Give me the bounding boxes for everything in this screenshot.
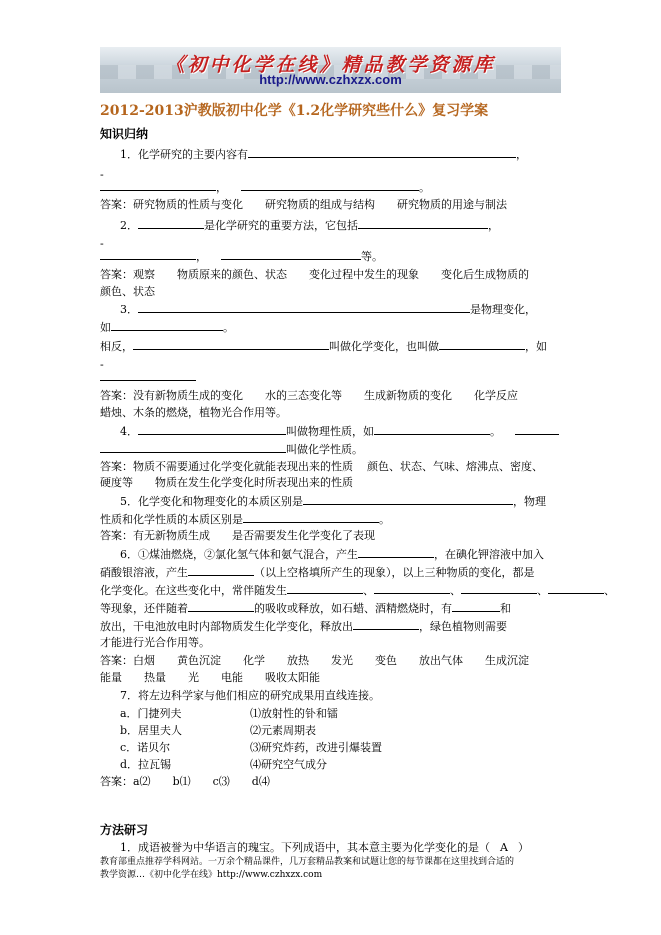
blank	[303, 494, 513, 505]
answer-item: 白烟	[133, 654, 155, 667]
q6-line6: 才能进行光合作用等。	[100, 636, 210, 649]
answer-label: 答案：	[100, 389, 133, 402]
q7-achievement[interactable]: ⑶研究炸药，改进引爆装置	[250, 741, 382, 754]
answer-item: 物质原来的颜色、状态	[177, 268, 287, 281]
answer-item: 物质不需要通过化学变化就能表现出来的性质	[133, 460, 353, 473]
answer-item: 硬度等	[100, 476, 133, 489]
q7-achievement[interactable]: ⑷研究空气成分	[250, 758, 327, 771]
blank	[100, 370, 196, 381]
q5-text: 5．化学变化和物理变化的本质区别是	[120, 495, 303, 508]
q2-text: 是化学研究的重要方法，它包括	[204, 219, 358, 232]
q3-text: ，如	[525, 340, 547, 353]
m1-text: 1．成语被誉为中华语言的瑰宝。下列成语中，其本意主要为化学变化的是（	[120, 841, 490, 854]
answer-label: 答案：	[100, 654, 133, 667]
q5-answer	[100, 529, 375, 543]
answer-item: 发光	[331, 654, 353, 667]
blank	[100, 442, 286, 453]
q7-scientist[interactable]: b．居里夫人	[120, 724, 183, 737]
q5-line2	[100, 512, 390, 527]
answer-item: 能量	[100, 671, 122, 684]
blank	[100, 249, 196, 260]
q7-row	[120, 724, 316, 738]
answer-item: 生成沉淀	[485, 654, 529, 667]
q3-text: 是物理变化，	[470, 303, 536, 316]
blank	[439, 339, 525, 350]
section-heading-methods: 方法研习	[100, 823, 149, 837]
q6-line5	[100, 619, 507, 634]
footer-text: 教育部重点推荐学科网站。一万余个精品课件，几万套精品教案和试题让您的每节课都在这里找到合适的	[100, 857, 515, 867]
answer-item: 变色	[375, 654, 397, 667]
answer-item: 是否需要发生化学变化了表现	[232, 529, 375, 542]
q2-answer-cont: 颜色、状态	[100, 285, 155, 298]
blank	[515, 424, 559, 435]
blank	[374, 583, 450, 594]
blank	[188, 565, 254, 576]
punct: 。	[490, 425, 501, 438]
blank	[241, 180, 419, 191]
blank	[243, 512, 379, 523]
section-heading-knowledge: 知识归纳	[100, 127, 149, 141]
answer-item: 研究物质的组成与结构	[265, 198, 375, 211]
answer-item: b⑴	[172, 775, 191, 788]
banner-title: 《初中化学在线》精品教学资源库	[165, 54, 496, 76]
q7-row	[120, 758, 327, 772]
q6-line3	[100, 583, 615, 598]
blank	[461, 583, 537, 594]
q3-answer	[100, 389, 518, 403]
q6-text: 的吸收或释放，如石蜡、酒精燃烧时，有	[254, 602, 452, 615]
q3-text: 相反，	[100, 340, 133, 353]
answer-item: 观察	[133, 268, 155, 281]
answer-item: 吸收太阳能	[265, 671, 320, 684]
q4-number: 4．	[120, 425, 138, 438]
q6-text: （以上空格填所产生的现象），以上三种物质的变化，都是	[254, 566, 535, 579]
q3-line1	[120, 302, 536, 317]
q3-text: 如	[100, 321, 111, 334]
document-title: 2012-2013沪教版初中化学《1.2化学研究些什么》复习学案	[100, 103, 489, 119]
m1-answer-choice[interactable]: A	[500, 841, 508, 854]
q6-line2	[100, 565, 535, 580]
punct: -	[100, 168, 104, 181]
q6-text: 硝酸银溶液，产生	[100, 566, 188, 579]
q1-answer	[100, 198, 507, 212]
q6-line4	[100, 601, 511, 616]
blank	[138, 218, 204, 229]
q6-text: 化学变化。在这些变化中，常伴随发生	[100, 584, 287, 597]
q7-achievement[interactable]: ⑴放射性的钋和镭	[250, 707, 338, 720]
punct: 等。	[361, 250, 383, 263]
footer-text: 教学资源…《初中化学在线》	[100, 870, 218, 880]
answer-item: 热量	[144, 671, 166, 684]
q3-line2	[100, 320, 234, 335]
answer-item: 化学反应	[474, 389, 518, 402]
q5-line1	[120, 494, 546, 509]
q6-text: ，在碘化钾溶液中加入	[434, 548, 544, 561]
answer-item: 有无新物质生成	[133, 529, 210, 542]
punct: -	[100, 237, 104, 250]
q7-scientist[interactable]: c．诺贝尔	[120, 741, 171, 754]
q7-scientist[interactable]: d．拉瓦锡	[120, 758, 172, 771]
q3-text: 叫做化学变化，也叫做	[329, 340, 439, 353]
answer-item: 水的三态变化等	[265, 389, 342, 402]
blank	[548, 583, 604, 594]
q5-text: ，物理	[513, 495, 546, 508]
answer-item: 放出气体	[419, 654, 463, 667]
q7-achievement[interactable]: ⑵元素周期表	[250, 724, 316, 737]
blank	[133, 339, 329, 350]
q2-answer	[100, 268, 529, 282]
q7-title: 7．将左边科学家与他们相应的研究成果用直线连接。	[120, 689, 380, 702]
punct: ，	[488, 219, 499, 232]
q4-line2	[100, 442, 363, 457]
answer-item: 生成新物质的变化	[364, 389, 452, 402]
blank	[138, 302, 470, 313]
q2-line1	[120, 218, 499, 233]
answer-item: 电能	[221, 671, 243, 684]
q4-answer-cont	[100, 476, 353, 490]
blank	[248, 147, 516, 158]
q6-line1	[120, 547, 544, 562]
blank	[221, 249, 361, 260]
punct: ，	[196, 250, 207, 263]
answer-item: 变化过程中发生的现象	[309, 268, 419, 281]
punct: 、	[363, 584, 374, 597]
answer-item: 研究物质的用途与制法	[397, 198, 507, 211]
answer-item: 变化后生成物质的	[441, 268, 529, 281]
q6-answer-cont	[100, 671, 320, 685]
answer-label: 答案：	[100, 198, 133, 211]
m1-line	[120, 841, 529, 855]
footer-link[interactable]: http://www.czhxzx.com	[217, 870, 323, 880]
q6-text: 等现象，还伴随着	[100, 602, 188, 615]
q1-line1	[120, 147, 527, 162]
q7-scientist[interactable]: a．门捷列夫	[120, 707, 182, 720]
answer-item: 颜色、状态、气味、熔沸点、密度、	[367, 460, 543, 473]
answer-item: 化学	[243, 654, 265, 667]
q6-text: 6．①煤油燃烧，②氯化氢气体和氨气混合，产生	[120, 548, 358, 561]
q3-answer-cont: 蜡烛、木条的燃烧，植物光合作用等。	[100, 406, 287, 419]
blank	[452, 601, 500, 612]
blank	[100, 180, 216, 191]
blank	[188, 601, 254, 612]
answer-item: 物质在发生化学变化时所表现出来的性质	[155, 476, 353, 489]
answer-item: 放热	[287, 654, 309, 667]
header-banner	[100, 47, 561, 93]
punct: -	[100, 358, 104, 371]
answer-item: 光	[188, 671, 199, 684]
q4-answer	[100, 460, 543, 474]
answer-item: a⑵	[133, 775, 151, 788]
q6-text: 放出，干电池放电时内部物质发生化学变化，释放出	[100, 620, 353, 633]
q2-line3	[100, 249, 383, 264]
answer-label: 答案：	[100, 775, 133, 788]
blank	[353, 619, 419, 630]
punct: 、	[450, 584, 461, 597]
blank	[287, 583, 363, 594]
blank	[374, 424, 490, 435]
q4-text: 叫做物理性质，如	[286, 425, 374, 438]
punct: 、	[537, 584, 548, 597]
q6-text: ，绿色植物则需要	[419, 620, 507, 633]
punct: ，	[516, 148, 527, 161]
punct: ，	[216, 181, 227, 194]
q3-number: 3．	[120, 303, 138, 316]
blank	[138, 424, 286, 435]
page-footer	[100, 856, 570, 882]
q1-text: 1．化学研究的主要内容有	[120, 148, 248, 161]
blank	[358, 218, 488, 229]
punct: 、	[604, 584, 615, 597]
answer-label: 答案：	[100, 460, 133, 473]
answer-item: c⑶	[212, 775, 230, 788]
q7-answer	[100, 775, 270, 789]
q7-row	[120, 707, 338, 721]
q6-text: 和	[500, 602, 511, 615]
banner-url[interactable]: http://www.czhxzx.com	[259, 72, 402, 87]
q3-line3	[100, 339, 547, 354]
q6-answer	[100, 654, 529, 668]
q3-line5	[100, 370, 196, 385]
q4-line1	[120, 424, 559, 439]
q4-text: 叫做化学性质。	[286, 443, 363, 456]
punct: 。	[379, 513, 390, 526]
answer-item: d⑷	[251, 775, 270, 788]
q7-row	[120, 741, 382, 755]
answer-label: 答案：	[100, 268, 133, 281]
answer-item: 研究物质的性质与变化	[133, 198, 243, 211]
punct: 。	[223, 321, 234, 334]
q2-number: 2．	[120, 219, 138, 232]
q1-line3	[100, 180, 430, 195]
punct: ）	[518, 841, 529, 854]
answer-item: 黄色沉淀	[177, 654, 221, 667]
punct: 。	[419, 181, 430, 194]
answer-item: 没有新物质生成的变化	[133, 389, 243, 402]
answer-label: 答案：	[100, 529, 133, 542]
blank	[111, 320, 223, 331]
q5-text: 性质和化学性质的本质区别是	[100, 513, 243, 526]
blank	[358, 547, 434, 558]
